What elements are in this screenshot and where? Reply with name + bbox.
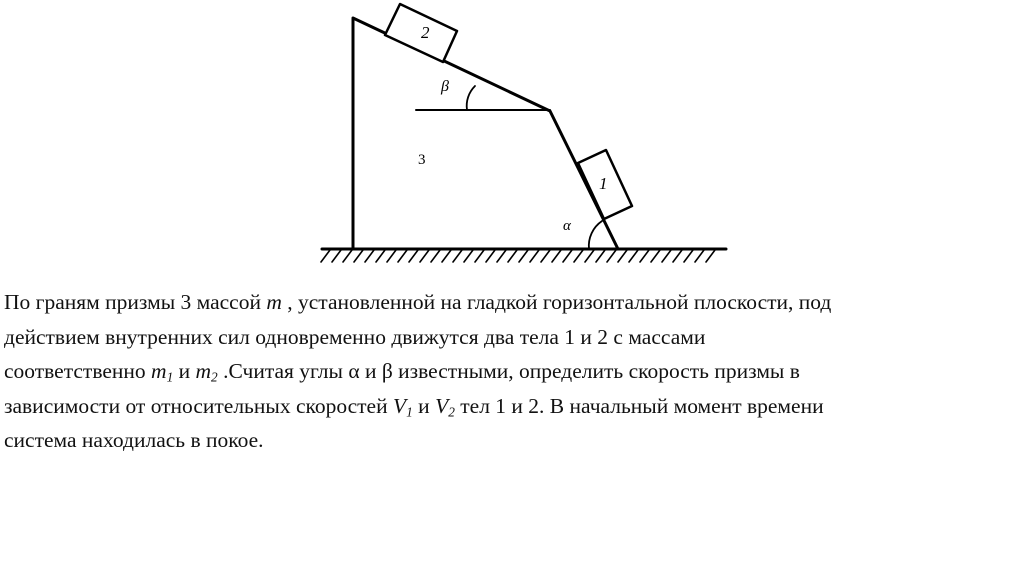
beta-label: β	[441, 78, 449, 95]
velocity-v2: $V_2$	[435, 393, 455, 419]
hatch-mark	[706, 250, 715, 262]
hatch-mark	[563, 250, 572, 262]
hatch-mark	[607, 250, 616, 262]
hatch-mark	[453, 250, 462, 262]
block-1-label: 1	[599, 174, 608, 193]
block-2-label: 2	[421, 23, 430, 42]
hatch-mark	[618, 250, 627, 262]
hatch-mark	[684, 250, 693, 262]
hatch-mark	[387, 250, 396, 262]
hatch-mark	[442, 250, 451, 262]
hatch-mark	[651, 250, 660, 262]
problem-line-2: действием внутренних сил одновременно движутся два тела 1 и 2 с массами	[4, 324, 706, 349]
problem-line-5: система находилась в покое.	[4, 428, 264, 452]
hatch-mark	[376, 250, 385, 262]
hatch-mark	[519, 250, 528, 262]
hatch-mark	[332, 250, 341, 262]
hatch-mark	[398, 250, 407, 262]
prism-diagram	[0, 0, 1024, 280]
hatch-mark	[508, 250, 517, 262]
hatch-mark	[431, 250, 440, 262]
hatch-mark	[321, 250, 330, 262]
mass-m1: $m_1$	[151, 359, 174, 385]
hatch-mark	[541, 250, 550, 262]
hatch-mark	[365, 250, 374, 262]
problem-line-1: По граням призмы 3 массой m , установленной на гладкой горизонтальной плоскости, под	[4, 290, 832, 314]
prism-outline	[353, 18, 618, 249]
problem-line-4: зависимости от относительных скоростей $V_1$ и $V_2$ тел 1 и 2. В начальный момент времени	[4, 393, 824, 419]
hatch-mark	[464, 250, 473, 262]
velocity-v1: $V_1$	[392, 393, 413, 419]
hatch-mark	[497, 250, 506, 262]
alpha-label: α	[563, 218, 571, 234]
hatch-mark	[475, 250, 484, 262]
hatch-mark	[673, 250, 682, 262]
hatch-mark	[530, 250, 539, 262]
problem-line-3: соответственно $m_1$ и $m_2$ .Считая углы α и β известными, определить скорость призмы в	[4, 359, 800, 385]
hatch-mark	[629, 250, 638, 262]
prism-label: 3	[418, 152, 426, 168]
hatch-mark	[585, 250, 594, 262]
beta-arc	[467, 86, 475, 110]
hatch-mark	[354, 250, 363, 262]
mass-m2: $m_2$	[195, 359, 218, 385]
hatch-mark	[574, 250, 583, 262]
hatch-mark	[420, 250, 429, 262]
hatch-mark	[640, 250, 649, 262]
alpha-arc	[589, 221, 602, 249]
hatch-mark	[662, 250, 671, 262]
hatch-mark	[552, 250, 561, 262]
hatch-mark	[343, 250, 352, 262]
hatch-mark	[596, 250, 605, 262]
hatch-mark	[409, 250, 418, 262]
hatch-mark	[486, 250, 495, 262]
ground-hatching	[321, 250, 715, 262]
hatch-mark	[695, 250, 704, 262]
problem-statement	[4, 285, 1014, 458]
mass-m: m	[266, 290, 282, 314]
